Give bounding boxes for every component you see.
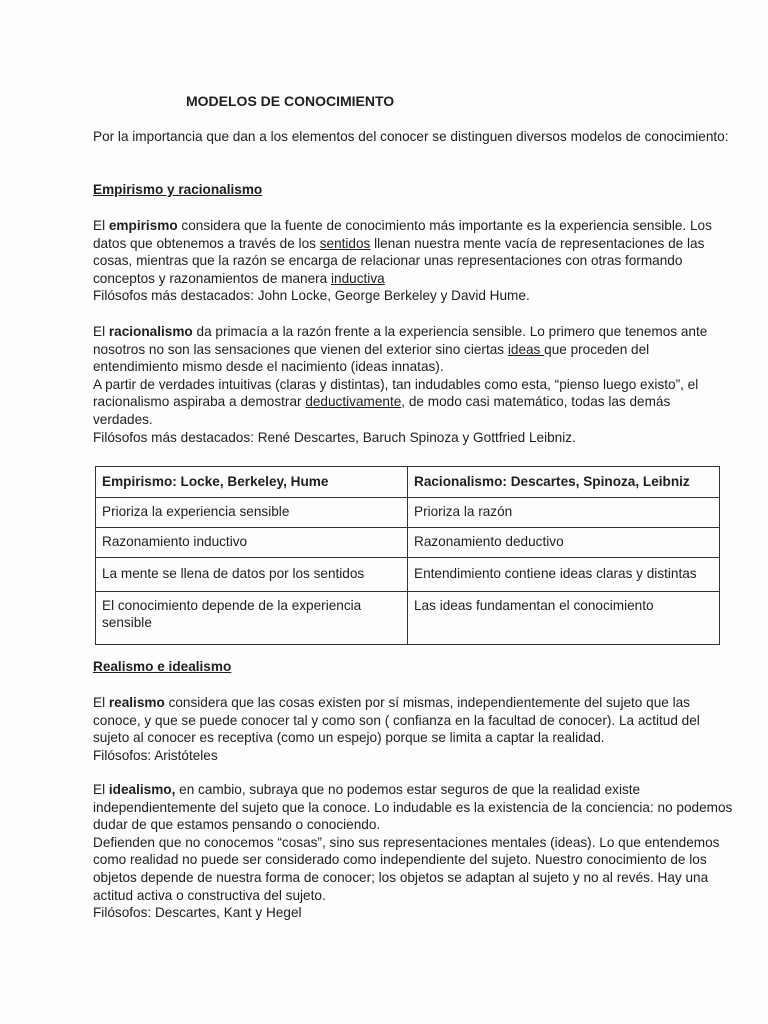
empirismo-intro: El: [93, 218, 109, 233]
realismo-text: considera que las cosas existen por sí mismas, independientemente del sujeto que las conoce, y que se puede conocer tal y como son ( confianza en la facultad de conocer). La actitud del sujeto al conocer es receptiva (como un espejo) porque se limita a captar la realidad.: [93, 695, 700, 746]
table-header-row: [96, 467, 720, 498]
idealismo-intro: El: [93, 782, 109, 797]
racionalismo-para2-b: , de modo casi matemático, todas las demás verdades.: [93, 394, 671, 427]
realismo-term: realismo: [108, 695, 165, 710]
table-cell: Razonamiento inductivo: [96, 528, 408, 558]
idealismo-term: idealismo,: [108, 782, 176, 797]
section-heading-realismo-idealismo: Realismo e idealismo: [93, 659, 232, 674]
sentidos-underlined: sentidos: [319, 235, 371, 251]
table-cell: Razonamiento deductivo: [408, 528, 720, 558]
realismo-paragraph: [93, 694, 733, 764]
table-cell: Prioriza la razón: [408, 498, 720, 528]
table-row: [96, 592, 720, 645]
racionalismo-intro: El: [93, 324, 109, 339]
racionalismo-para2-a: A partir de verdades intuitivas (claras y distintas), tan indudables como esta, “pienso luego existo”, el racionalismo aspiraba a demostrar: [93, 376, 699, 410]
realismo-intro: El: [93, 695, 109, 710]
idealismo-para2: Defienden que no conocemos “cosas”, sino sus representaciones mentales (ideas). Lo que entendemos como realidad no puede ser considerado como independiente del sujeto. Nuestro conocimiento de los objetos depende de nuestra forma de conocer; los objetos se adaptan al sujeto y no al revés. Hay una actitud activa o constructiva del sujeto.: [93, 834, 720, 903]
intro-paragraph: Por la importancia que dan a los elementos del conocer se distinguen diversos modelos de conocimiento:: [93, 129, 729, 144]
racionalismo-paragraph: [93, 323, 733, 446]
ideas-underlined: ideas: [507, 341, 545, 357]
table-cell: La mente se llena de datos por los sentidos: [96, 558, 408, 592]
table-cell: Prioriza la experiencia sensible: [96, 498, 408, 528]
table-cell: Las ideas fundamentan el conocimiento: [408, 592, 720, 645]
page-title: MODELOS DE CONOCIMIENTO: [186, 93, 395, 109]
realismo-philosophers: Filósofos: Aristóteles: [93, 747, 218, 763]
racionalismo-term: racionalismo: [108, 324, 193, 339]
idealismo-philosophers: Filósofos: Descartes, Kant y Hegel: [93, 905, 302, 921]
idealismo-text: en cambio, subraya que no podemos estar seguros de que la realidad existe independientemente del sujeto que la conoce. Lo indudable es la existencia de la conciencia: no podemos dudar de que estamos pensando o conociendo.: [93, 782, 733, 833]
comparison-table: [95, 466, 720, 645]
racionalismo-text-2: que proceden del entendimiento mismo desde el nacimiento (ideas innatas).: [93, 341, 650, 375]
table-row: [96, 558, 720, 592]
idealismo-paragraph: [93, 781, 733, 922]
table-cell: El conocimiento depende de la experiencia sensible: [96, 592, 408, 645]
empirismo-term: empirismo: [108, 218, 178, 233]
table-cell: Entendimiento contiene ideas claras y distintas: [408, 558, 720, 592]
table-header-racionalismo: Racionalismo: Descartes, Spinoza, Leibniz: [408, 467, 720, 498]
table-header-empirismo: Empirismo: Locke, Berkeley, Hume: [96, 467, 408, 498]
empirismo-text-1: considera que la fuente de conocimiento más importante es la experiencia sensible. Los datos que obtenemos a través de los: [93, 218, 712, 251]
empirismo-philosophers: Filósofos más destacados: John Locke, George Berkeley y David Hume.: [93, 288, 530, 304]
empirismo-text-2: llenan nuestra mente vacía de representaciones de las cosas, mientras que la razón se encarga de relacionar unas representaciones con otras formando conceptos y razonamientos de manera: [93, 235, 705, 286]
deductivamente-underlined: deductivamente: [305, 394, 402, 410]
racionalismo-text-1: da primacía a la razón frente a la experiencia sensible. Lo primero que tenemos ante nosotros no son las sensaciones que vienen del exterior sino ciertas: [93, 324, 708, 357]
empirismo-paragraph: [93, 217, 733, 305]
inductiva-underlined: inductiva: [331, 270, 385, 286]
section-heading-empirismo-racionalismo: Empirismo y racionalismo: [93, 182, 263, 197]
racionalismo-philosophers: Filósofos más destacados: René Descartes, Baruch Spinoza y Gottfried Leibniz.: [93, 429, 576, 445]
table-row: [96, 528, 720, 558]
table-row: [96, 498, 720, 528]
